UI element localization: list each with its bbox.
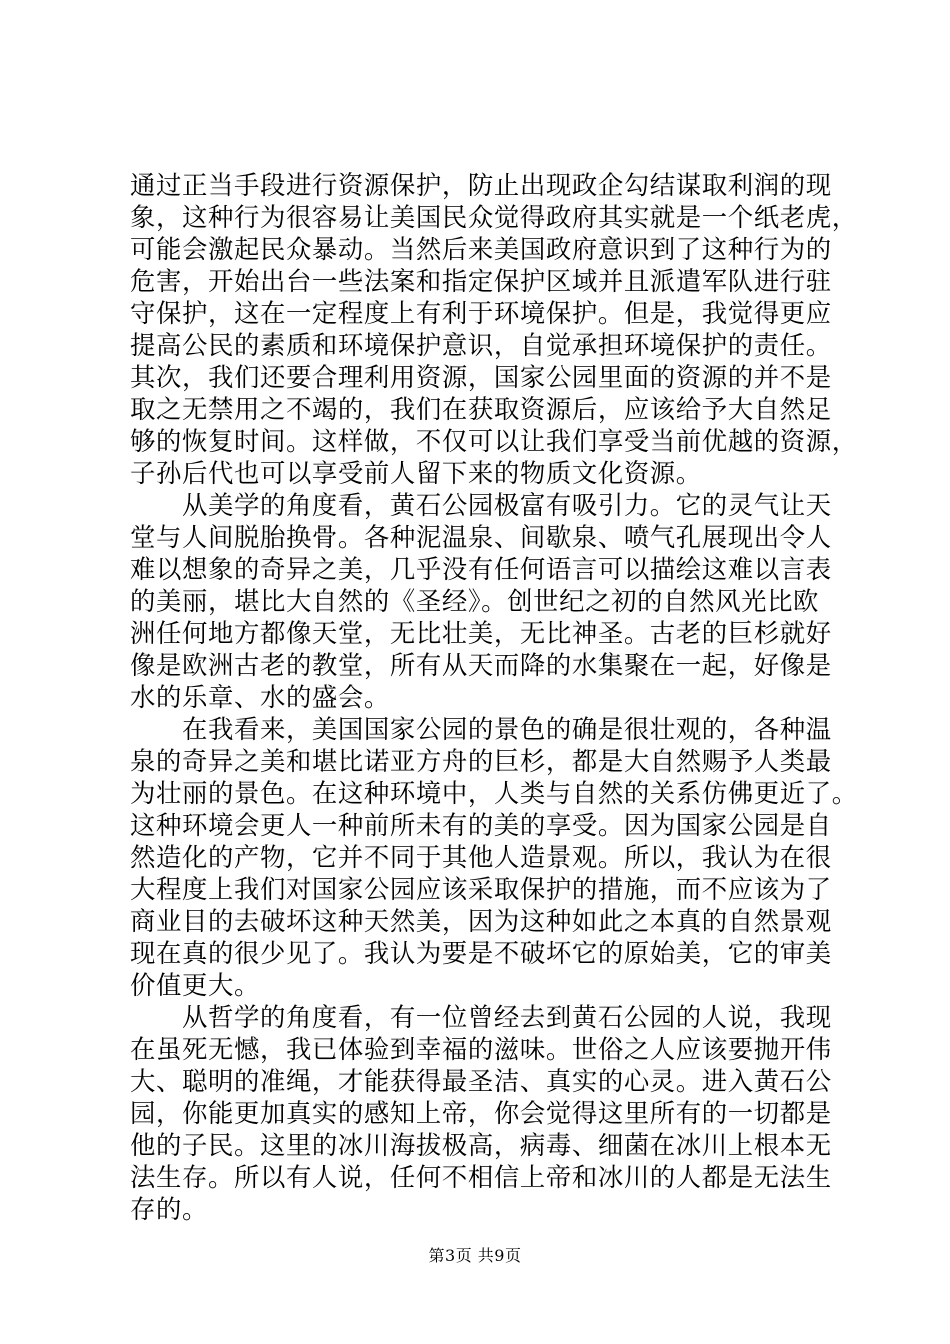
text-line: 其次，我们还要合理利用资源，国家公园里面的资源的并不是 [130,362,832,392]
text-line: 现在真的很少见了。我认为要是不破坏它的原始美，它的审美 [130,938,832,968]
text-line: 可能会激起民众暴动。当然后来美国政府意识到了这种行为的 [130,234,832,264]
text-line: 园，你能更加真实的感知上帝，你会觉得这里所有的一切都是 [130,1098,832,1128]
text-line: 从哲学的角度看，有一位曾经去到黄石公园的人说，我现 [130,1002,832,1032]
text-line: 从美学的角度看，黄石公园极富有吸引力。它的灵气让天 [130,490,832,520]
text-line: 泉的奇异之美和堪比诺亚方舟的巨杉，都是大自然赐予人类最 [130,746,832,776]
text-line: 洲任何地方都像天堂，无比壮美，无比神圣。古老的巨杉就好 [130,618,832,648]
document-body [130,169,858,1225]
text-line: 他的子民。这里的冰川海拔极高，病毒、细菌在冰川上根本无 [130,1130,832,1160]
text-line: 为壮丽的景色。在这种环境中，人类与自然的关系仿佛更近了。 [130,778,858,808]
text-line: 通过正当手段进行资源保护，防止出现政企勾结谋取利润的现 [130,170,832,200]
text-line: 的美丽，堪比大自然的《圣经》。创世纪之初的自然风光比欧 [130,586,820,616]
text-line: 提高公民的素质和环境保护意识，自觉承担环境保护的责任。 [130,330,832,360]
text-line: 法生存。所以有人说，任何不相信上帝和冰川的人都是无法生 [130,1162,832,1192]
text-line: 守保护，这在一定程度上有利于环境保护。但是，我觉得更应 [130,298,832,328]
text-line: 水的乐章、水的盛会。 [130,682,390,712]
text-line: 大程度上我们对国家公园应该采取保护的措施，而不应该为了 [130,874,832,904]
text-line: 危害，开始出台一些法案和指定保护区域并且派遣军队进行驻 [130,266,832,296]
page-footer [0,1246,950,1266]
text-line: 难以想象的奇异之美，几乎没有任何语言可以描绘这难以言表 [130,554,832,584]
text-line: 这种环境会更人一种前所未有的美的享受。因为国家公园是自 [130,810,832,840]
text-line: 商业目的去破坏这种天然美，因为这种如此之本真的自然景观 [130,906,832,936]
text-line: 大、聪明的准绳，才能获得最圣洁、真实的心灵。进入黄石公 [130,1066,832,1096]
text-line: 然造化的产物，它并不同于其他人造景观。所以，我认为在很 [130,842,832,872]
text-line: 子孙后代也可以享受前人留下来的物质文化资源。 [130,458,702,488]
text-line: 够的恢复时间。这样做，不仅可以让我们享受当前优越的资源， [130,426,858,456]
page-number: 第3页 共9页 [428,1246,522,1265]
text-line: 在虽死无憾，我已体验到幸福的滋味。世俗之人应该要抛开伟 [130,1034,832,1064]
text-line: 象，这种行为很容易让美国民众觉得政府其实就是一个纸老虎， [130,202,858,232]
text-line: 堂与人间脱胎换骨。各种泥温泉、间歇泉、喷气孔展现出令人 [130,522,832,552]
text-line: 在我看来，美国国家公园的景色的确是很壮观的，各种温 [130,714,832,744]
text-line: 像是欧洲古老的教堂，所有从天而降的水集聚在一起，好像是 [130,650,832,680]
text-line: 存的。 [130,1194,208,1224]
text-line: 价值更大。 [130,970,260,1000]
text-line: 取之无禁用之不竭的，我们在获取资源后，应该给予大自然足 [130,394,832,424]
